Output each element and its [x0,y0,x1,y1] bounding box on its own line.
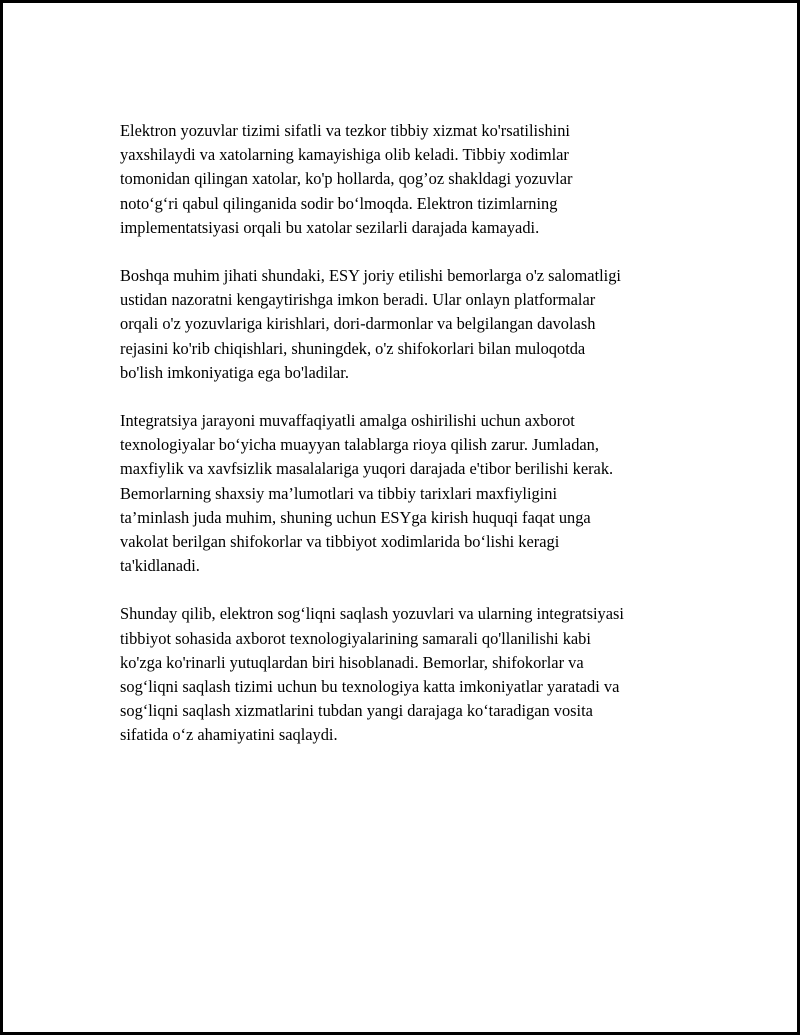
text-line: noto‘g‘ri qabul qilinganida sodir bo‘lmoqda. Elektron tizimlarning [120,193,558,213]
document-body [120,119,720,772]
text-line: ustidan nazoratni kengaytirishga imkon beradi. Ular onlayn platformalar [120,290,596,310]
text-line: Elektron yozuvlar tizimi sifatli va tezkor tibbiy xizmat ko'rsatilishini [120,121,570,140]
text-line: sog‘liqni saqlash tizimi uchun bu texnologiya katta imkoniyatlar yaratadi va [120,677,620,697]
text-line: orqali o'z yozuvlariga kirishlari, dori-darmonlar va belgilangan davolash [120,314,596,334]
text-line: sog‘liqni saqlash xizmatlarini tubdan yangi darajaga ko‘taradigan vosita [120,701,593,721]
text-line: sifatida o‘z ahamiyatini saqlaydi. [120,725,338,745]
text-line: ta’minlash juda muhim, shuning uchun ESYga kirish huquqi faqat unga [120,507,591,527]
paragraph-1 [120,119,720,240]
text-line: Bemorlarning shaxsiy ma’lumotlari va tibbiy tarixlari maxfiyligini [120,483,557,503]
text-line: texnologiyalar bo‘yicha muayyan talablarga rioya qilish zarur. Jumladan, [120,435,599,455]
text-line: yaxshilaydi va xatolarning kamayishiga olib keladi. Tibbiy xodimlar [120,145,569,165]
text-line: ko'zga ko'rinarli yutuqlardan biri hisoblanadi. Bemorlar, shifokorlar va [120,652,584,672]
text-line: tomonidan qilingan xatolar, ko'p hollarda, qog’oz shakldagi yozuvlar [120,169,573,189]
text-line: rejasini ko'rib chiqishlari, shuningdek, o'z shifokorlari bilan muloqotda [120,338,586,358]
text-line: Shunday qilib, elektron sog‘liqni saqlash yozuvlari va ularning integratsiyasi [120,604,624,624]
text-line: Integratsiya jarayoni muvaffaqiyatli amalga oshirilishi uchun axborot [120,411,575,431]
text-line: bo'lish imkoniyatiga ega bo'ladilar. [120,362,349,382]
text-line: ta'kidlanadi. [120,556,200,576]
paragraph-4 [120,602,720,747]
paragraph-2 [120,264,720,385]
text-line: maxfiylik va xavfsizlik masalalariga yuqori darajada e'tibor berilishi kerak. [120,459,614,479]
text-line: implementatsiyasi orqali bu xatolar sezilarli darajada kamayadi. [120,217,540,237]
text-line: Boshqa muhim jihati shundaki, ESY joriy etilishi bemorlarga o'z salomatligi [120,266,621,286]
text-line: tibbiyot sohasida axborot texnologiyalarining samarali qo'llanilishi kabi [120,628,591,648]
text-line: vakolat berilgan shifokorlar va tibbiyot xodimlarida bo‘lishi keragi [120,532,560,552]
paragraph-3 [120,409,720,578]
